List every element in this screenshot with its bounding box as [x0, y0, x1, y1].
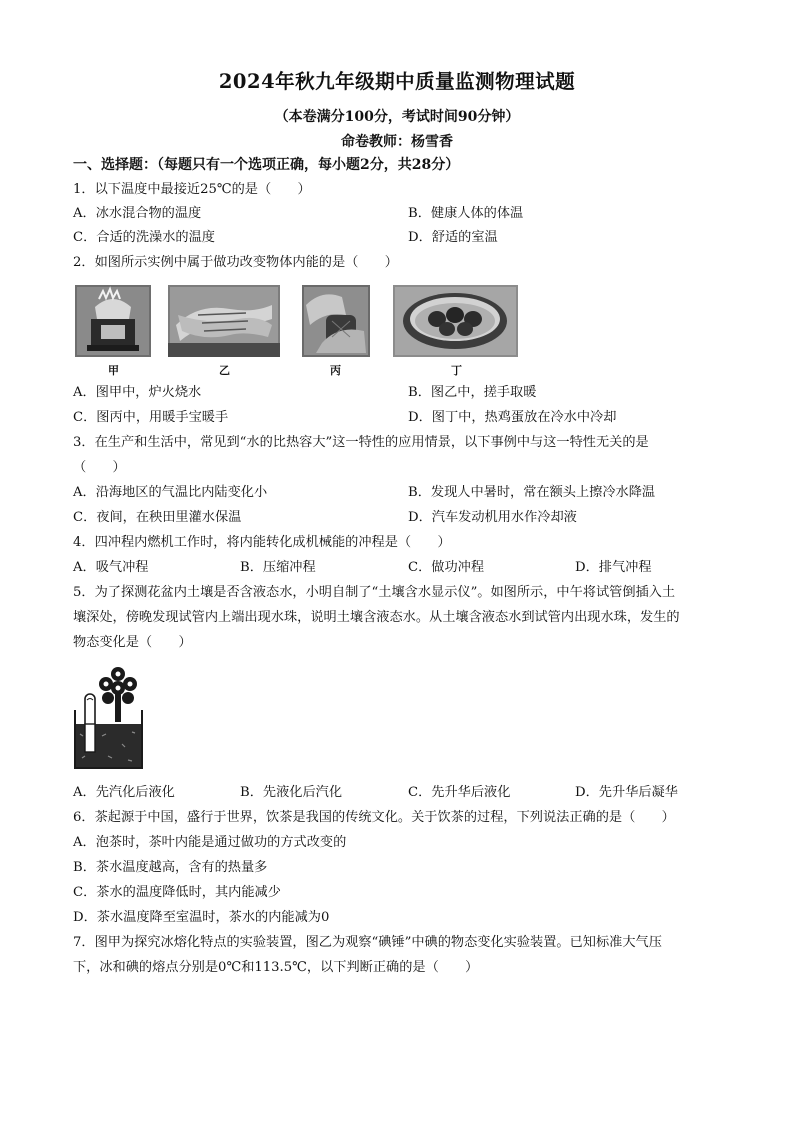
- question-1-stem: 1．以下温度中最接近25℃的是（ ）: [73, 182, 311, 197]
- q5-option-b: B．先液化后汽化: [240, 785, 343, 800]
- figure-caption-yi: 乙: [219, 364, 230, 377]
- q2-option-a: A．图甲中，炉火烧水: [73, 385, 202, 400]
- q6-option-b: B．茶水温度越高，含有的热量多: [73, 860, 268, 875]
- q2-option-b: B．图乙中，搓手取暖: [408, 385, 537, 400]
- figure-soil-water-indicator: [72, 664, 144, 772]
- figure-eggs-in-bowl-image: [393, 285, 518, 357]
- figure-caption-bing: 丙: [330, 364, 341, 377]
- figure-caption-jia: 甲: [108, 364, 119, 377]
- q4-option-c: C．做功冲程: [408, 560, 485, 575]
- figure-caption-ding: 丁: [451, 364, 462, 377]
- q3-option-b: B．发现人中暑时，常在额头上擦冷水降温: [408, 485, 656, 500]
- q1-option-b: B．健康人体的体温: [408, 206, 524, 221]
- q6-option-a: A．泡茶时，茶叶内能是通过做功的方式改变的: [73, 835, 347, 850]
- q6-option-c: C．茶水的温度降低时，其内能减少: [73, 885, 281, 900]
- q4-option-b: B．压缩冲程: [240, 560, 316, 575]
- author-line: 命卷教师：杨雪香: [341, 134, 453, 150]
- q1-option-d: D．舒适的室温: [408, 230, 498, 245]
- figure-rubbing-hands-image: [168, 285, 280, 357]
- q6-option-d: D．茶水温度降至室温时，茶水的内能减为0: [73, 910, 330, 925]
- q5-option-c: C．先升华后液化: [408, 785, 511, 800]
- page-title: 2024年秋九年级期中质量监测物理试题: [218, 70, 576, 93]
- question-5-stem: 5．为了探测花盆内土壤是否含液态水，小明自制了“土壤含水显示仪”。如图所示，中午将试管倒插入土: [73, 585, 676, 600]
- question-7-stem: 7．图甲为探究冰熔化特点的实验装置，图乙为观察“碘锤”中碘的物态变化实验装置。已知标准大气压: [73, 935, 662, 950]
- question-4-stem: 4．四冲程内燃机工作时，将内能转化成机械能的冲程是（ ）: [73, 535, 451, 550]
- q4-option-d: D．排气冲程: [575, 560, 652, 575]
- q3-option-d: D．汽车发动机用水作冷却液: [408, 510, 577, 525]
- q2-option-c: C．图丙中，用暖手宝暖手: [73, 410, 229, 425]
- question-3-stem-cont: （ ）: [73, 460, 126, 475]
- section-heading: 一、选择题：（每题只有一个选项正确，每小题2分，共28分）: [73, 157, 460, 173]
- question-3-stem: 3．在生产和生活中，常见到“水的比热容大”这一特性的应用情景，以下事例中与这一特性无关的是: [73, 435, 649, 450]
- q2-option-d: D．图丁中，热鸡蛋放在冷水中冷却: [408, 410, 617, 425]
- question-5-stem-line2: 壤深处，傍晚发现试管内上端出现水珠，说明土壤含液态水。从土壤含液态水到试管内出现水珠，发生的: [73, 610, 680, 625]
- q1-option-c: C．合适的洗澡水的温度: [73, 230, 215, 245]
- question-5-stem-line3: 物态变化是（ ）: [73, 635, 192, 650]
- q4-option-a: A．吸气冲程: [73, 560, 149, 575]
- q5-option-a: A．先汽化后液化: [73, 785, 175, 800]
- q3-option-a: A．沿海地区的气温比内陆变化小: [73, 485, 268, 500]
- question-6-stem: 6．茶起源于中国，盛行于世界，饮茶是我国的传统文化。关于饮茶的过程，下列说法正确的是（ ）: [73, 810, 675, 825]
- question-2-stem: 2．如图所示实例中属于做功改变物体内能的是（ ）: [73, 255, 398, 270]
- q1-option-a: A．冰水混合物的温度: [73, 206, 202, 221]
- exam-info: （本卷满分100分，考试时间90分钟）: [274, 109, 520, 125]
- q3-option-c: C．夜间，在秧田里灌水保温: [73, 510, 242, 525]
- figure-hand-warmer-image: [302, 285, 370, 357]
- question-7-stem-line2: 下，冰和碘的熔点分别是0℃和113.5℃，以下判断正确的是（ ）: [73, 960, 479, 975]
- figure-stove-image: [75, 285, 151, 357]
- q5-option-d: D．先升华后凝华: [575, 785, 678, 800]
